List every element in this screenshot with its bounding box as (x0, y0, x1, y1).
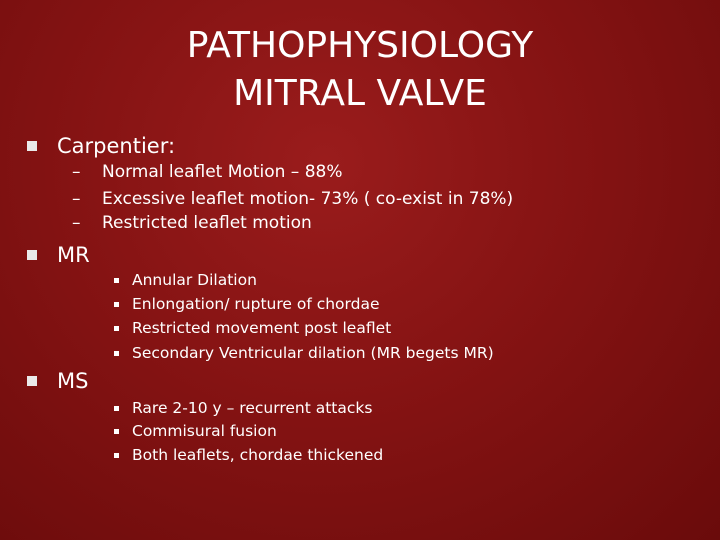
dash-bullet: – (72, 189, 81, 209)
small-square-bullet-icon (114, 278, 119, 283)
slide-title (60, 22, 660, 118)
dash-bullet: – (72, 162, 81, 182)
section-heading-ms: MS (57, 369, 89, 393)
list-item-text: Annular Dilation (132, 271, 257, 289)
list-item-text: Restricted movement post leaflet (132, 319, 392, 337)
bullet-carpentier (27, 131, 175, 161)
list-item-text: Secondary Ventricular dilation (MR begets MR) (132, 344, 494, 362)
list-item (72, 211, 312, 235)
list-item-text: Restricted leaflet motion (102, 213, 312, 233)
list-item-text: Both leaflets, chordae thickened (132, 446, 384, 464)
list-item-text: Excessive leaflet motion- 73% ( co-exist in 78%) (102, 189, 514, 209)
list-item-text: Commisural fusion (132, 422, 277, 440)
section-heading-mr: MR (57, 243, 90, 267)
title-line-1: PATHOPHYSIOLOGY (186, 25, 534, 66)
list-item (72, 187, 513, 211)
bullet-mr (27, 240, 90, 270)
small-square-bullet-icon (114, 406, 119, 411)
list-item (114, 341, 494, 365)
small-square-bullet-icon (114, 351, 119, 356)
bullet-ms (27, 366, 88, 396)
list-item-text: Enlongation/ rupture of chordae (132, 295, 380, 313)
list-item (114, 443, 383, 467)
section-heading-carpentier: Carpentier: (57, 134, 176, 158)
list-item-text: Normal leaflet Motion – 88% (102, 162, 343, 182)
small-square-bullet-icon (114, 326, 119, 331)
square-bullet-icon (27, 250, 37, 260)
small-square-bullet-icon (114, 453, 119, 458)
title-line-2: MITRAL VALVE (233, 73, 487, 114)
list-item-text: Rare 2-10 y – recurrent attacks (132, 399, 373, 417)
list-item (114, 419, 277, 443)
square-bullet-icon (27, 141, 37, 151)
list-item (114, 268, 257, 292)
square-bullet-icon (27, 376, 37, 386)
list-item (114, 316, 391, 340)
small-square-bullet-icon (114, 302, 119, 307)
small-square-bullet-icon (114, 429, 119, 434)
dash-bullet: – (72, 213, 81, 233)
list-item (72, 160, 342, 184)
list-item (114, 396, 372, 420)
list-item (114, 292, 380, 316)
